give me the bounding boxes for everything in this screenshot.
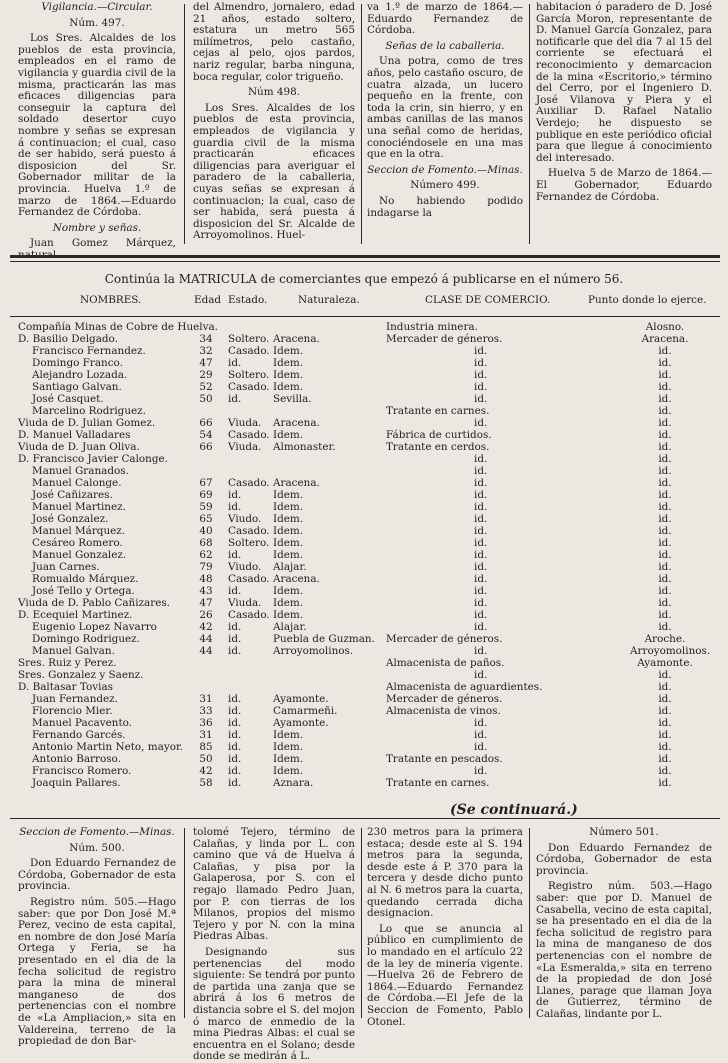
cell-clase: id.	[474, 573, 488, 585]
cell-naturaleza: Ayamonte.	[273, 693, 329, 705]
paragraph: Seccion de Fomento.—Minas.	[367, 163, 523, 176]
cell-edad: 50	[199, 753, 213, 765]
cell-naturaleza: Idem.	[273, 597, 304, 609]
cell-naturaleza: Aracena.	[273, 477, 320, 489]
cell-punto: id.	[658, 513, 672, 525]
cell-punto: id.	[658, 585, 672, 597]
cell-naturaleza: Idem.	[273, 525, 304, 537]
cell-estado: id.	[228, 753, 242, 765]
cell-edad: 40	[199, 525, 213, 537]
paragraph: Vigilancia.—Circular.	[41, 1, 153, 13]
cell-punto: Alosno.	[645, 321, 685, 333]
cell-clase: Tratante en carnes.	[386, 405, 490, 417]
cell-edad: 34	[199, 333, 213, 345]
cell-nombre: Viuda de D. Juan Oliva.	[18, 441, 140, 453]
cell-naturaleza: Idem.	[273, 357, 304, 369]
cell-naturaleza: Idem.	[273, 729, 304, 741]
paragraph: habitacion ó paradero de D. José García Moron, representante de D. Manuel García Gonzalez, para notificarle que del dia 7 al 15 del corriente se efectuará el reconocimiento y demarcacion de la mina «Escritorio,» término del Cerro, por el Ingeniero D. José Vilanova y Piera y el Auxiliar D. Rafael Natalio Verdejo; he dispuesto se publique en este periódico oficial para que llegue á conocimiento del interesado.	[536, 1, 712, 164]
paragraph: tolomé Tejero, término de Calañas, y linda por L. con camino que vá de Huelva á Calañas, y pisa por la Galaperosa, por S. con el regajo llamado Pedro Juan, por P. con tierras de los Milanos, propios del mismo Tejero y por N. con la mina Piedras Albas.	[193, 826, 355, 943]
cell-naturaleza: Idem.	[273, 513, 304, 525]
cell-punto: id.	[658, 753, 672, 765]
cell-clase: id.	[474, 597, 488, 609]
paragraph: No habiendo podido indagarse la	[367, 194, 523, 219]
cell-estado: id.	[228, 585, 242, 597]
cell-nombre: Antonio Martin Neto, mayor.	[32, 741, 184, 753]
header-estado: Estado.	[228, 294, 268, 306]
cell-estado: Viudo.	[228, 561, 262, 573]
cell-clase: Industria minera.	[386, 321, 478, 333]
cell-nombre: Juan Carnes.	[32, 561, 100, 573]
cell-punto: id.	[658, 501, 672, 513]
cell-nombre: Manuel Pacavento.	[32, 717, 132, 729]
cell-estado: Soltero.	[228, 333, 270, 345]
cell-punto: id.	[658, 765, 672, 777]
paragraph: va 1.º de marzo de 1864.—Eduardo Fernandez de Córdoba.	[367, 1, 523, 37]
paragraph: Una potra, como de tres años, pelo castaño oscuro, de cuatra alzada, un lucero pequeño en la frente, con toda la crin, sin hierro, y en ambas canillas de las manos una señal como de heridas, conociéndosele en una mas que en la otra.	[367, 55, 523, 161]
cell-nombre: José Tello y Ortega.	[32, 585, 135, 597]
paragraph: Número 501.	[589, 826, 659, 838]
cell-punto: id.	[658, 597, 672, 609]
paragraph: Registro núm. 505.—Hago saber: que por Don José M.ª Perez, vecino de esta capital, en nombre de don José María Ortega y Feria, se ha presentado en el dia de la fecha solicitud de registro para la mina de mineral manganeso de dos pertenencias con el nombre de «La Ampliacion,» sita en Valdereina, terreno de la propiedad de don Bar-	[18, 895, 176, 1048]
cell-estado: id.	[228, 693, 242, 705]
bottom-column-divider-1	[184, 828, 185, 1018]
cell-clase: id.	[474, 669, 488, 681]
cell-estado: id.	[228, 501, 242, 513]
cell-punto: id.	[658, 705, 672, 717]
cell-naturaleza: Idem.	[273, 549, 304, 561]
cell-punto: Ayamonte.	[637, 657, 693, 669]
cell-naturaleza: Aracena.	[273, 417, 320, 429]
cell-estado: id.	[228, 741, 242, 753]
cell-punto: id.	[658, 669, 672, 681]
cell-nombre: Sres. Ruiz y Perez.	[18, 657, 117, 669]
cell-punto: id.	[658, 609, 672, 621]
cell-nombre: Compañía Minas de Cobre de Huelva.	[18, 321, 218, 333]
cell-estado: id.	[228, 777, 242, 789]
cell-punto: Aracena.	[641, 333, 689, 345]
paragraph: Núm. 500.	[69, 841, 125, 854]
cell-nombre: Florencio Mier.	[32, 705, 113, 717]
cell-naturaleza: Idem.	[273, 609, 304, 621]
cell-estado: id.	[228, 717, 242, 729]
cell-clase: id.	[474, 537, 488, 549]
cell-clase: id.	[474, 513, 488, 525]
cell-edad: 52	[199, 381, 213, 393]
cell-punto: id.	[658, 549, 672, 561]
cell-edad: 42	[199, 765, 213, 777]
cell-edad: 33	[199, 705, 213, 717]
cell-clase: Almacenista de aguardientes.	[386, 681, 543, 693]
cell-clase: id.	[474, 501, 488, 513]
cell-estado: id.	[228, 705, 242, 717]
cell-clase: id.	[474, 561, 488, 573]
cell-edad: 36	[199, 717, 213, 729]
cell-edad: 47	[199, 357, 213, 369]
paragraph: Registro núm. 503.—Hago saber: que por D. Manuel de Casabella, vecino de esta capital, se ha presentado en el dia de la fecha solicitud de registro para la mina de manganeso de dos pertenencias con el nombre de «La Esmeralda,» sita en terreno de la propiedad de don José Llanes, parage que llaman Joya de Gutierrez, término de Calañas, lindante por L.	[536, 880, 712, 1020]
cell-punto: id.	[658, 477, 672, 489]
cell-edad: 42	[199, 621, 213, 633]
cell-edad: 44	[199, 633, 213, 645]
paragraph: Designando sus pertenencias del modo siguiente: Se tendrá por punto de partida una zanja que se abrirá á los 6 metros de distancia sobre el S. del mojon ó marco de enmedio de la mina Piedras Albas: el cual se encuentra en el Solano; desde donde se medirán á L.	[193, 945, 355, 1063]
cell-clase: Mercader de géneros.	[386, 693, 503, 705]
cell-nombre: Domingo Rodriguez.	[32, 633, 140, 645]
cell-edad: 66	[199, 417, 213, 429]
cell-nombre: D. Manuel Valladares	[18, 429, 131, 441]
header-punto: Punto donde lo ejerce.	[588, 294, 707, 306]
cell-naturaleza: Idem.	[273, 501, 304, 513]
cell-clase: id.	[474, 585, 488, 597]
cell-clase: id.	[474, 621, 488, 633]
bottom-column-4	[536, 827, 712, 1022]
cell-estado: id.	[228, 489, 242, 501]
cell-nombre: Manuel Gonzalez.	[32, 549, 127, 561]
cell-punto: id.	[658, 537, 672, 549]
paragraph: Lo que se anuncia al público en cumplimiento de lo mandado en el artículo 22 de la ley de minería vigente.—Huelva 26 de Febrero de 1864.—Eduardo Fernandez de Córdoba.—El Jefe de la Seccion de Fomento, Pablo Otonel.	[367, 922, 523, 1028]
bottom-column-divider-3	[529, 828, 530, 1018]
header-clase: CLASE DE COMERCIO.	[425, 294, 551, 306]
cell-clase: id.	[474, 729, 488, 741]
cell-nombre: José Cañizares.	[32, 489, 113, 501]
header-naturaleza: Naturaleza.	[298, 294, 360, 306]
bottom-column-2	[193, 826, 355, 1063]
cell-edad: 68	[199, 537, 213, 549]
paragraph: Señas de la caballeria.	[385, 39, 505, 52]
cell-punto: id.	[658, 489, 672, 501]
cell-edad: 29	[199, 369, 213, 381]
cell-clase: id.	[474, 381, 488, 393]
cell-naturaleza: Alajar.	[273, 561, 307, 573]
bottom-column-1	[18, 826, 176, 1048]
cell-edad: 31	[199, 693, 213, 705]
cell-clase: Mercader de géneros.	[386, 633, 503, 645]
cell-clase: Fábrica de curtidos.	[386, 429, 492, 441]
cell-nombre: Viuda de D. Pablo Cañizares.	[18, 597, 170, 609]
cell-estado: Casado.	[228, 525, 270, 537]
bottom-column-3	[367, 826, 523, 1028]
cell-edad: 79	[199, 561, 213, 573]
bottom-column-divider-2	[361, 828, 362, 1018]
cell-clase: id.	[474, 417, 488, 429]
cell-estado: id.	[228, 633, 242, 645]
cell-punto: id.	[658, 417, 672, 429]
cell-clase: Tratante en carnes.	[386, 777, 490, 789]
cell-naturaleza: Almonaster.	[273, 441, 336, 453]
cell-naturaleza: Camarmeñi.	[273, 705, 338, 717]
cell-edad: 31	[199, 729, 213, 741]
cell-nombre: Sres. Gonzalez y Saenz.	[18, 669, 144, 681]
continuara-label: (Se continuará.)	[450, 802, 578, 818]
cell-nombre: José Gonzalez.	[32, 513, 109, 525]
cell-naturaleza: Puebla de Guzman.	[273, 633, 375, 645]
paragraph: Número 499.	[410, 179, 480, 192]
cell-edad: 48	[199, 573, 213, 585]
cell-estado: Viuda.	[228, 417, 262, 429]
cell-punto: id.	[658, 681, 672, 693]
cell-clase: id.	[474, 393, 488, 405]
cell-estado: Casado.	[228, 345, 270, 357]
cell-edad: 59	[199, 501, 213, 513]
cell-clase: id.	[474, 525, 488, 537]
cell-nombre: Manuel Martinez.	[32, 501, 126, 513]
cell-estado: id.	[228, 729, 242, 741]
cell-edad: 32	[199, 345, 213, 357]
cell-nombre: José Casquet.	[32, 393, 104, 405]
cell-naturaleza: Idem.	[273, 489, 304, 501]
cell-naturaleza: Sevilla.	[273, 393, 312, 405]
cell-clase: id.	[474, 489, 488, 501]
cell-nombre: Manuel Calonge.	[32, 477, 122, 489]
cell-estado: Soltero.	[228, 369, 270, 381]
cell-naturaleza: Idem.	[273, 381, 304, 393]
cell-edad: 65	[199, 513, 213, 525]
cell-punto: id.	[658, 573, 672, 585]
cell-nombre: Santiago Galvan.	[32, 381, 122, 393]
cell-estado: id.	[228, 357, 242, 369]
cell-punto: id.	[658, 561, 672, 573]
header-nombres: NOMBRES.	[80, 294, 142, 306]
cell-clase: id.	[474, 357, 488, 369]
cell-naturaleza: Aznara.	[273, 777, 314, 789]
cell-nombre: Domingo Franco.	[32, 357, 123, 369]
cell-clase: Almacenista de paños.	[386, 657, 505, 669]
cell-punto: id.	[658, 741, 672, 753]
cell-estado: Casado.	[228, 477, 270, 489]
cell-punto: id.	[658, 357, 672, 369]
cell-punto: Arroyomolinos.	[630, 645, 711, 657]
cell-edad: 62	[199, 549, 213, 561]
cell-naturaleza: Idem.	[273, 345, 304, 357]
cell-edad: 26	[199, 609, 213, 621]
cell-edad: 54	[199, 429, 213, 441]
cell-punto: id.	[658, 429, 672, 441]
cell-punto: Aroche.	[644, 633, 686, 645]
cell-punto: id.	[658, 381, 672, 393]
cell-clase: id.	[474, 369, 488, 381]
cell-clase: id.	[474, 549, 488, 561]
cell-nombre: Manuel Galvan.	[32, 645, 115, 657]
cell-nombre: Manuel Márquez.	[32, 525, 126, 537]
cell-edad: 69	[199, 489, 213, 501]
cell-clase: id.	[474, 345, 488, 357]
cell-punto: id.	[658, 405, 672, 417]
paragraph: Huelva 5 de Marzo de 1864.—El Gobernador, Eduardo Fernandez de Córdoba.	[536, 167, 712, 203]
cell-nombre: Eugenio Lopez Navarro	[32, 621, 157, 633]
paragraph: 230 metros para la primera estaca; desde este al S. 194 metros para la segunda, desde este á P. 370 para la tercera y desde dicho punto al N. 6 metros para la cuarta, quedando cerrada dicha designacion.	[367, 826, 523, 920]
cell-estado: id.	[228, 549, 242, 561]
cell-clase: id.	[474, 765, 488, 777]
cell-nombre: D. Francisco Javier Calonge.	[18, 453, 168, 465]
cell-estado: Casado.	[228, 609, 270, 621]
paragraph: Los Sres. Alcaldes de los pueblos de esta provincia, empleados en el ramo de vigilancia y guardia civil de la misma, practicarán las mas eficaces diligencias para conseguir la captura del soldado desertor cuyo nombre y señas se expresan á continuacion; el cual, caso de ser habido, será puesto á disposicion del Sr. Gobernador militar de la provincia. Huelva 1.º de marzo de 1864.—Eduardo Fernandez de Córdoba.	[18, 32, 176, 219]
cell-clase: id.	[474, 645, 488, 657]
cell-naturaleza: Aracena.	[273, 333, 320, 345]
cell-estado: id.	[228, 645, 242, 657]
cell-clase: Almacenista de vinos.	[386, 705, 501, 717]
cell-nombre: Fernando Garcés.	[32, 729, 126, 741]
cell-nombre: Cesáreo Romero.	[32, 537, 123, 549]
paragraph: Nombre y señas.	[52, 221, 142, 234]
cell-punto: id.	[658, 393, 672, 405]
cell-edad: 67	[199, 477, 213, 489]
cell-nombre: D. Ecequiel Martinez.	[18, 609, 133, 621]
paragraph: Seccion de Fomento.—Minas.	[19, 826, 175, 838]
cell-punto: id.	[658, 441, 672, 453]
table-bottom-rule	[10, 818, 720, 819]
cell-punto: id.	[658, 525, 672, 537]
cell-nombre: Joaquin Pallares.	[32, 777, 121, 789]
cell-naturaleza: Idem.	[273, 753, 304, 765]
header-edad: Edad	[194, 294, 222, 306]
cell-punto: id.	[658, 621, 672, 633]
cell-naturaleza: Arroyomolinos.	[273, 645, 354, 657]
cell-clase: Mercader de géneros.	[386, 333, 503, 345]
cell-edad: 85	[199, 741, 213, 753]
cell-clase: id.	[474, 741, 488, 753]
cell-estado: id.	[228, 393, 242, 405]
cell-nombre: Francisco Fernandez.	[32, 345, 146, 357]
cell-edad: 58	[199, 777, 213, 789]
cell-naturaleza: Aracena.	[273, 573, 320, 585]
cell-nombre: Antonio Barroso.	[32, 753, 121, 765]
paragraph: Don Eduardo Fernandez de Córdoba, Gobernador de esta provincia.	[18, 857, 176, 893]
cell-estado: id.	[228, 765, 242, 777]
paragraph: Los Sres. Alcaldes de los pueblos de esta provincia, empleados de vigilancia y guardia civil de la misma practicarán eficaces diligencias para averiguar el paradero de la caballeria, cuyas señas se expresan á continuacion; la cual, caso de ser habida, será puesta á disposicion del Sr. Alcalde de Arroyomolinos. Huel-	[193, 101, 355, 242]
cell-edad: 50	[199, 393, 213, 405]
cell-naturaleza: Idem.	[273, 429, 304, 441]
cell-punto: id.	[658, 369, 672, 381]
cell-nombre: Alejandro Lozada.	[32, 369, 128, 381]
cell-clase: id.	[474, 477, 488, 489]
cell-nombre: Manuel Granados.	[32, 465, 129, 477]
paragraph: Núm 498.	[247, 86, 301, 99]
cell-punto: id.	[658, 345, 672, 357]
paragraph: del Almendro, jornalero, edad 21 años, estado soltero, estatura un metro 565 milímetros, pelo castaño, cejas al pelo, ojos pardos, nariz regular, barba ninguna, boca regular, color trigueño.	[193, 1, 355, 83]
cell-naturaleza: Idem.	[273, 585, 304, 597]
cell-punto: id.	[658, 729, 672, 741]
cell-naturaleza: Idem.	[273, 369, 304, 381]
cell-clase: id.	[474, 717, 488, 729]
cell-naturaleza: Idem.	[273, 765, 304, 777]
cell-estado: Soltero.	[228, 537, 270, 549]
cell-clase: Tratante en pescados.	[386, 753, 503, 765]
cell-nombre: Juan Fernandez.	[32, 693, 118, 705]
cell-clase: id.	[474, 453, 488, 465]
cell-estado: Viuda.	[228, 597, 262, 609]
cell-clase: id.	[474, 465, 488, 477]
cell-nombre: Viuda de D. Julian Gomez.	[18, 417, 156, 429]
cell-punto: id.	[658, 777, 672, 789]
cell-punto: id.	[658, 693, 672, 705]
cell-estado: Casado.	[228, 381, 270, 393]
paragraph: Núm. 497.	[69, 16, 125, 29]
cell-punto: id.	[658, 465, 672, 477]
paragraph: Juan Gomez Márquez,	[30, 237, 176, 250]
cell-estado: Viudo.	[228, 513, 262, 525]
cell-nombre: Romualdo Márquez.	[32, 573, 139, 585]
cell-estado: Viuda.	[228, 441, 262, 453]
cell-naturaleza: Idem.	[273, 537, 304, 549]
table-title: Continúa la MATRICULA de comerciantes que empezó á publicarse en el número 56.	[104, 272, 624, 286]
cell-naturaleza: Ayamonte.	[273, 717, 329, 729]
cell-edad: 66	[199, 441, 213, 453]
cell-estado: Casado.	[228, 429, 270, 441]
cell-nombre: Francisco Romero.	[32, 765, 132, 777]
cell-estado: Casado.	[228, 573, 270, 585]
cell-edad: 43	[199, 585, 213, 597]
cell-edad: 44	[199, 645, 213, 657]
cell-estado: id.	[228, 621, 242, 633]
cell-naturaleza: Alajar.	[273, 621, 307, 633]
cell-punto: id.	[658, 717, 672, 729]
cell-nombre: Marcelino Rodriguez.	[32, 405, 146, 417]
cell-clase: id.	[474, 609, 488, 621]
paragraph: Don Eduardo Fernandez de Córdoba, Gobernador de esta provincia.	[536, 841, 712, 877]
cell-naturaleza: Idem.	[273, 741, 304, 753]
cell-nombre: D. Baltasar Tovias	[18, 681, 113, 693]
cell-edad: 47	[199, 597, 213, 609]
cell-nombre: D. Basilio Delgado.	[18, 333, 118, 345]
cell-clase: Tratante en cerdos.	[386, 441, 490, 453]
cell-punto: id.	[658, 453, 672, 465]
